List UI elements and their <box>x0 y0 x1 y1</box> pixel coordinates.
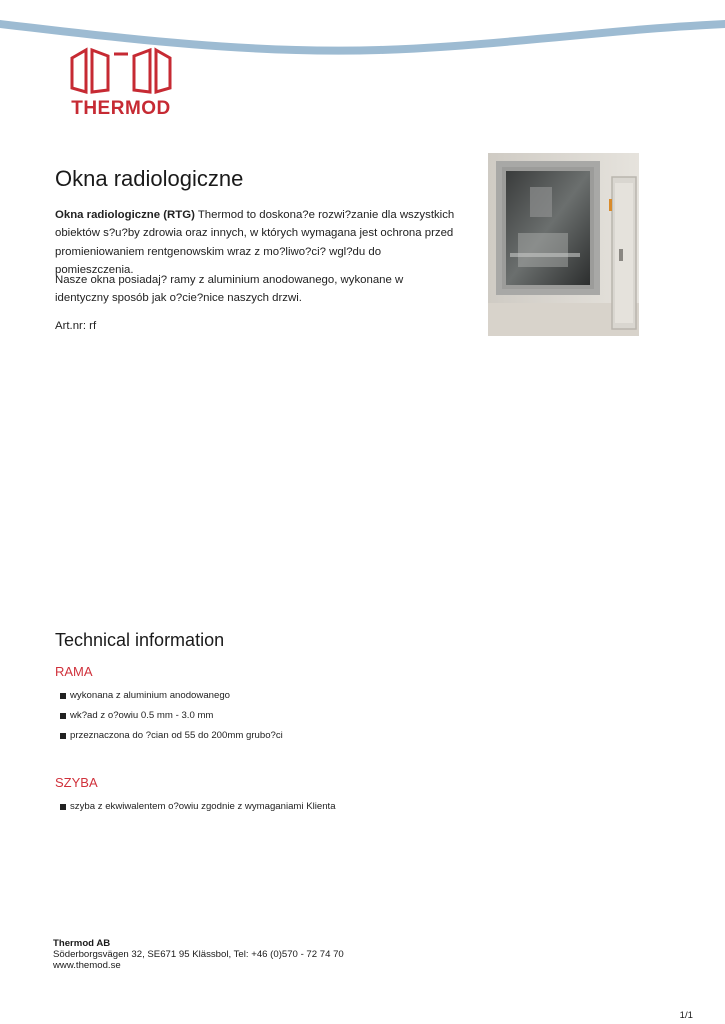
list-item <box>60 710 283 730</box>
frame-paragraph: Nasze okna posiadaj? ramy z aluminium anodowanego, wykonane w identyczny sposób jak o?cie?nice naszych drzwi. <box>55 274 404 305</box>
list-item <box>60 801 336 821</box>
radiology-window-photo <box>488 153 639 336</box>
thermod-door-panels-icon <box>68 46 174 96</box>
intro-paragraph <box>55 206 460 280</box>
technical-info-title: Technical information <box>55 630 225 650</box>
rama-list <box>60 690 283 750</box>
list-item-text: wk?ad z o?owiu 0.5 mm - 3.0 mm <box>70 710 214 721</box>
footer-address: Söderborgsvägen 32, SE671 95 Klässbol, Tel: +46 (0)570 - 72 74 70 <box>53 949 344 960</box>
brand-name: THERMOD <box>71 98 171 119</box>
page-number: 1/1 <box>679 1010 693 1021</box>
square-bullet-icon <box>60 733 66 739</box>
square-bullet-icon <box>60 693 66 699</box>
thermod-logo <box>58 46 184 120</box>
square-bullet-icon <box>60 713 66 719</box>
square-bullet-icon <box>60 804 66 810</box>
footer-website[interactable]: www.themod.se <box>53 960 121 971</box>
list-item-text: szyba z ekwiwalentem o?owiu zgodnie z wymaganiami Klienta <box>70 801 336 812</box>
page-title: Okna radiologiczne <box>55 166 244 191</box>
intro-text: Thermod to doskona?e rozwi?zanie dla wszystkich obiektów s?u?by zdrowia oraz innych, w których wymagana jest ochrona przed promieniowaniem rentgenowskim wraz z mo?liwo?ci? wgl?du do pomieszczenia. <box>55 209 455 277</box>
list-item <box>60 690 283 710</box>
list-item-text: przeznaczona do ?cian od 55 do 200mm grubo?ci <box>70 730 283 741</box>
list-item <box>60 730 283 750</box>
section-title-rama: RAMA <box>55 664 93 679</box>
szyba-list <box>60 801 336 821</box>
footer-company: Thermod AB <box>53 938 111 949</box>
section-title-szyba: SZYBA <box>55 775 98 790</box>
intro-bold-text: Okna radiologiczne (RTG) <box>55 209 195 221</box>
list-item-text: wykonana z aluminium anodowanego <box>70 690 230 701</box>
article-number: Art.nr: rf <box>55 320 97 332</box>
footer <box>53 938 344 971</box>
